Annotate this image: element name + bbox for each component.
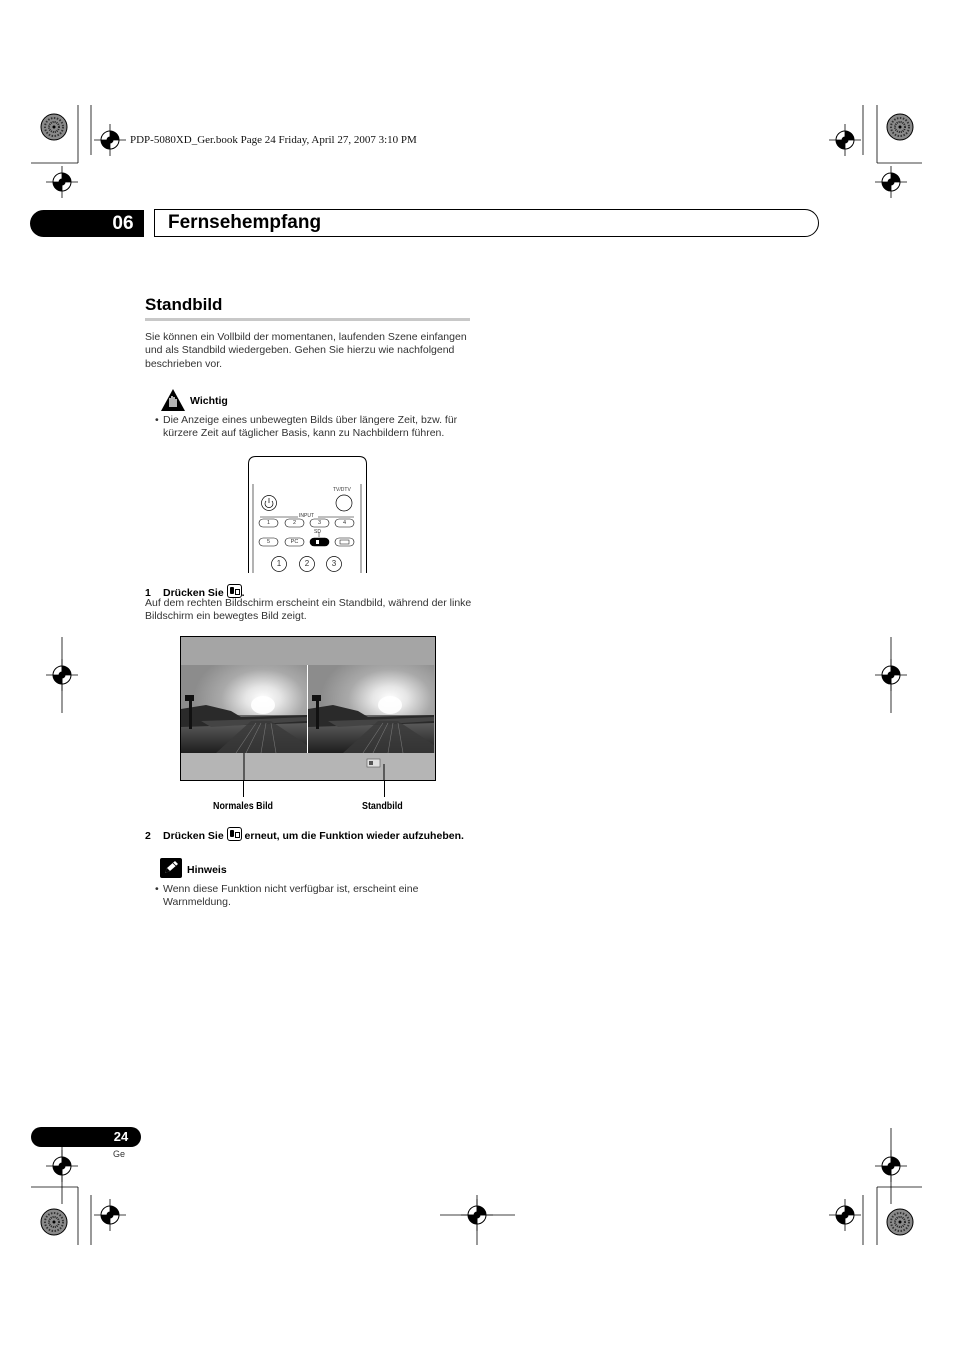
step-2-number: 2 <box>145 830 151 842</box>
page-language: Ge <box>113 1149 126 1159</box>
normal-picture-caption: Normales Bild <box>213 800 274 812</box>
input-button-2: 2 <box>292 520 297 526</box>
print-file-info: PDP-5080XD_Ger.book Page 24 Friday, April 27, 2007 3:10 PM <box>130 134 417 146</box>
input-button-1: 1 <box>266 520 271 526</box>
step-2-text-end: erneut, um die Funktion wieder aufzuheben. <box>244 830 464 842</box>
input-button-5: 5 <box>266 539 271 545</box>
note-text: Wenn diese Funktion nicht verfügbar ist, erscheint eine Warnmeldung. <box>163 883 419 909</box>
chapter-title: Fernsehempfang <box>168 212 322 233</box>
step-1-number: 1 <box>145 587 151 599</box>
number-button-3: 3 <box>331 559 337 568</box>
number-button-1: 1 <box>276 559 282 568</box>
step-2-text: Drücken Sie <box>163 830 224 842</box>
freeze-key-icon <box>227 827 242 841</box>
step-1-text-end: . <box>241 587 245 599</box>
split-screen-illustration <box>180 636 436 781</box>
remote-control-illustration <box>248 456 368 574</box>
still-picture-caption: Standbild <box>362 800 403 812</box>
split-screen-figure <box>180 636 436 781</box>
tv-dtv-label: TV/DTV <box>333 487 351 493</box>
section-intro: Sie können ein Vollbild der momentanen, laufenden Szene einfangen und als Standbild wiedergeben. Gehen Sie hierzu wie nachfolgend beschrieben vor. <box>145 331 467 370</box>
freeze-key-icon <box>227 584 242 598</box>
number-button-2: 2 <box>304 559 310 568</box>
input-label: INPUT <box>299 513 314 519</box>
sd-label: SD <box>314 529 321 535</box>
important-bullet <box>155 414 475 442</box>
page-number: 24 <box>113 1129 129 1144</box>
step-1-description: Auf dem rechten Bildschirm erscheint ein Standbild, während der linke Bildschirm ein bewegtes Bild zeigt. <box>145 597 472 623</box>
note-pencil-icon <box>160 858 182 878</box>
section-divider <box>145 318 470 321</box>
note-label: Hinweis <box>187 864 227 876</box>
bullet-dot: • <box>155 414 159 426</box>
left-callout-line <box>243 781 244 797</box>
note-bullet <box>155 883 475 911</box>
input-button-3: 3 <box>317 520 322 526</box>
pc-button: PC <box>290 539 299 545</box>
warning-icon <box>160 388 186 412</box>
important-text: Die Anzeige eines unbewegten Bilds über längere Zeit, bzw. für kürzere Zeit auf täglicher Basis, kann zu Nachbildern führen. <box>163 414 458 440</box>
chapter-number: 06 <box>112 213 134 234</box>
step-1-text: Drücken Sie <box>163 587 224 599</box>
important-label: Wichtig <box>190 395 228 407</box>
step-2 <box>145 827 464 842</box>
section-title: Standbild <box>145 295 223 314</box>
bullet-dot: • <box>155 883 159 895</box>
right-callout-line <box>384 781 385 797</box>
input-button-4: 4 <box>342 520 347 526</box>
